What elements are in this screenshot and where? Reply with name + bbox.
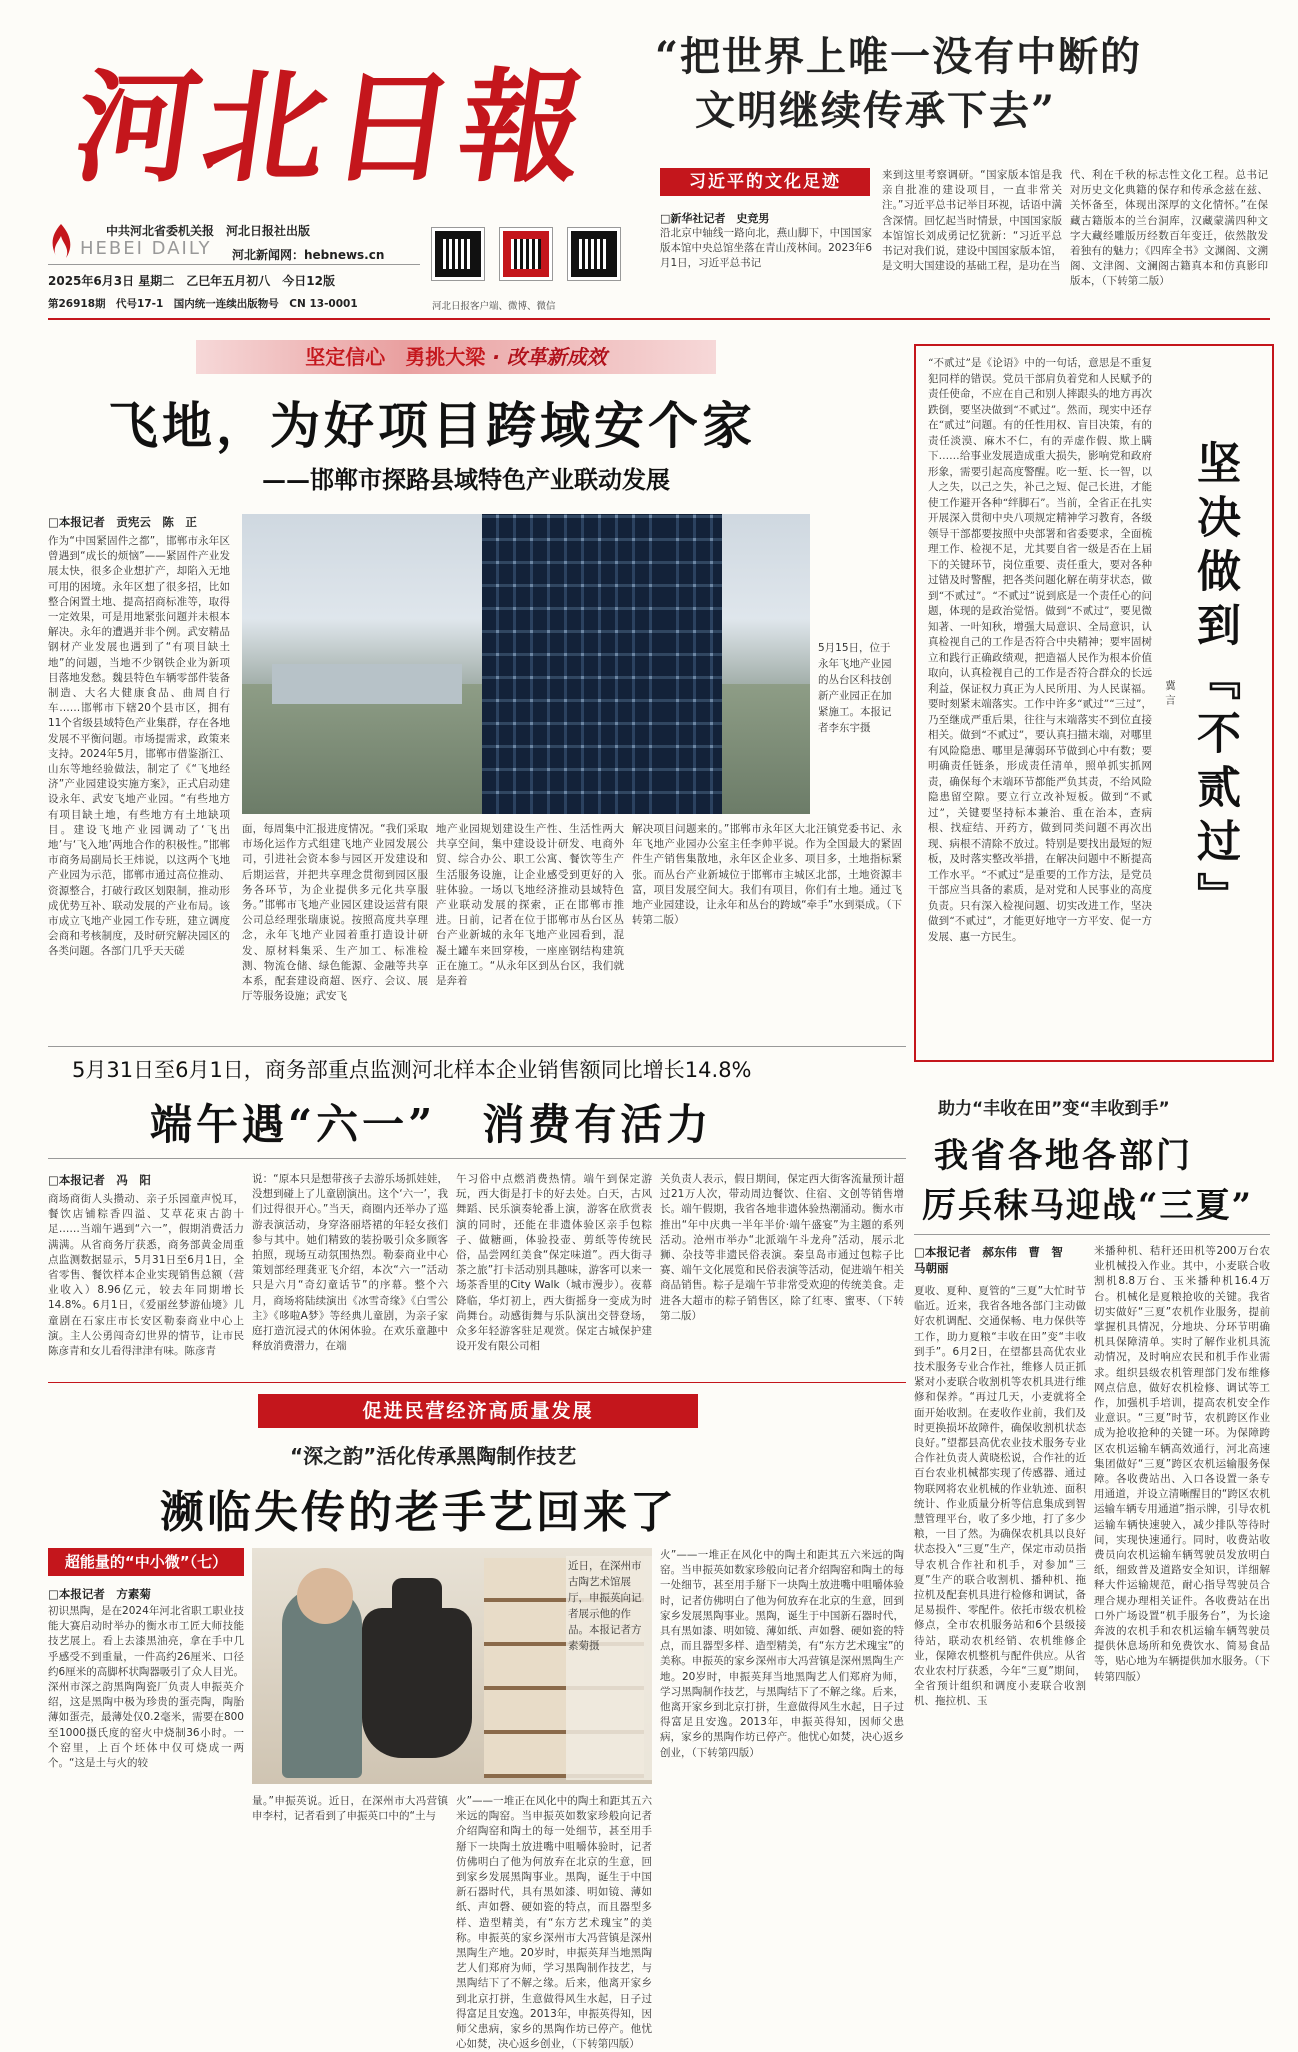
feidi-col2: 面，每周集中汇报进度情况。“我们采取市场化运作方式组建飞地产业园发展公司，引进社会资本参与园区开发建设和后期运营，并把共享理念贯彻到园区服务各环节，为企业提供多元化共享服务。”邯郸市飞地产业园区建设运营有限公司总经理张瑞康说。按照高度共享理念，永年飞地产业园着重打造设计研发、原材料集采、生产加工、标准检测、物流仓储、绿色能源、金融等共享本系，配套建设商超、医疗、会议、展厅等服务设施；武安飞 [242, 823, 428, 1003]
harvest-byline: □本报记者 郝东伟 曹 智 马朝丽 [914, 1245, 1075, 1275]
dragonboat-byline: □本报记者 冯 阳 [48, 1173, 151, 1187]
feidi-subhead: ——邯郸市探路县域特色产业联动发展 [262, 465, 670, 494]
commentary-text: “不贰过”是《论语》中的一句话，意思是不重复犯同样的错误。党员干部肩负着党和人民赋予的责任使命，不应在自己和别人摔跟头的地方再次跌倒，要坚决做到“不贰过”。然而，现实中还存在“贰过”问题。有的任性用权、盲目决策，有的责任淡漠、麻木不仁，有的弄虚作假、欺上瞒下……给事业发展造成重大损失，影响党和政府形象，需要引起高度警醒。吃一堑、长一智，以人之失，以己之失，补己之短、促己长进，才能使工作避开各种“绊脚石”。当前，全省正在扎实开展深入贯彻中央八项规定精神学习教育，各级领导干部都要按照中央部署和省委要求，全面梳理工作、检视不足，尤其要自省一级是否在上届下的关键环节，岗位重要、责任重大，要对各种过错及时警醒，把各类问题化解在萌芽状态，做到“不贰过”。“不贰过”说到底是一个责任心的问题，体现的是政治觉悟。做到“不贰过”，要见微知著、一叶知秋，增强大局意识、全局意识，认真检视自己的工作是否符合中央精神；要牢固树立和践行正确政绩观，把造福人民作为根本价值取向，认真检视自己的工作是否符合群众的长远利益，保证权力真正为人民所用、为人民谋福。要时刻紧末端落实。工作中许多“贰过”“三过”，乃至继成严重后果，往往与末端落实不到位直接相关。做到“不贰过”，要认真扫描末端，对哪里有风险隐患、哪里是薄弱环节做到心中有数；要明确责任链条，形成责任清单，照单抓实抓网责，确保每个末端环节都能严负其责，不给风险隐患留空隙。要立行立改补短板。做到“不贰过”，关键要坚持标本兼治、重在治本，查病根、找症结、开药方，做到同类问题不再次出现、病根不清除不放过。特别是要找出最短的短板，及时落实整改举措，在解决问题中不断提高工作水平。“不贰过”是重要的工作方法，是党员干部应当具备的素质，是对党和人民事业的高度负责。只有深入检视问题、切实改进工作，坚决做到“不贰过”，才能更好地守一方平安、促一方发展、惠一方民生。 [928, 357, 1152, 943]
qr-code-3[interactable] [568, 228, 620, 280]
pottery-photo-caption: 近日，在深州市古陶艺术馆展厅，申振英向记者展示他的作品。本报记者方素菊摄 [566, 1556, 652, 1780]
feidi-photo-caption: 5月15日，位于永年飞地产业园的丛台区科技创新产业园正在加紧施工。本报记者李东宇摄 [818, 642, 892, 734]
pottery-byline: □本报记者 方素菊 [48, 1587, 151, 1601]
dragonboat-kicker: 5月31日至6月1日，商务部重点监测河北样本企业销售额同比增长14.8% [72, 1058, 752, 1082]
top-col2: 来到这里考察调研。“国家版本馆是我亲自批准的建设项目，一直非常关注。”习近平总书记举目环视，话语中满含深情。回忆起当时情景，中国国家版本馆馆长刘成勇记忆犹新：“习近平总书记对我们说，建设中国国家版本馆，是文明大国建设的基础工程，是功在当 [882, 169, 1062, 273]
flame-logo-icon [48, 222, 74, 262]
feidi-byline: □本报记者 贡宪云 陈 正 [48, 515, 197, 529]
website-link[interactable]: 河北新闻网：hebnews.cn [232, 248, 385, 262]
english-name: HEBEI DAILY [80, 238, 212, 259]
dragonboat-col2: 说：“原本只是想带孩子去游乐场抓娃娃，没想到碰上了儿童剧演出。这个‘六一’，我们过得很开心。”当天，商圈内还举办了巡游表演活动，身穿洛丽塔裙的年轻女孩们参与其中。她们精致的装扮吸引众多顾客拍照，现场互动氛围热烈。勒泰商业中心策划部经理龚亚飞介绍，本次“六一”活动只是六月“奇幻童话节”的序幕。整个六月，商场将陆续演出《冰雪奇缘》《白雪公主》《哆啦A梦》等经典儿童剧，为亲子家庭打造沉浸式的休闲体验。在欢乐童趣中释放消费潜力，在端 [252, 1173, 448, 1353]
top-kicker: 习近平的文化足迹 [660, 168, 870, 196]
qr-code-2[interactable] [500, 228, 552, 280]
top-headline [655, 30, 1142, 138]
private-economy-banner: 促进民营经济高质量发展 [258, 1394, 698, 1428]
harvest-col2: 米播种机、秸秆还田机等200万台农业机械投入作业。其中，小麦联合收割机8.8万台、玉米播种机16.4万台。机械化是夏粮抢收的关键。我省切实做好“三夏”农机作业服务，提前掌握机具情况，分地块、分环节明确机具保障清单。实时了解作业机具流动情况，及时响应农民和机手作业需求。组织县级农机管理部门发布维修网点信息，做好农机检修、调试等工作，加强机手培训，提高农机安全作业意识。“三夏”时节，农机跨区作业成为抢收抢种的关键一环。为保障跨区农机运输车辆高效通行，河北高速集团做好“三夏”跨区农机运输服务保障。各收费站出、入口各设置一条专用通道，并设立清晰醒目的“跨区农机运输车辆专用通道”指示牌，引导农机运输车辆快速驶入，减少排队等待时间，实现快速通行。同时，收费站收费员向农机运输车辆驾驶员发放明白纸，细致普及道路安全知识，详细解释大件运输规范，耐心指导驾驶员合理合规办理相关证件。各收费站在出口外广场设置“机手服务台”，为长途奔波的农机手和农机运输车辆驾驶员提供休息场所和免费饮水、简易食品等，贴心地为车辆提供加水服务。（下转第四版） [1094, 1245, 1270, 1683]
org-line: 中共河北省委机关报 河北日报社出版 [106, 224, 311, 238]
harvest-headline-1: 我省各地各部门 [934, 1136, 1193, 1176]
pottery-col4: 火”——一堆正在风化中的陶土和距其五六米远的陶窑。当申振英如数家珍般向记者介绍陶窑和陶土的每一处细节，甚至用手掰下一块陶土放进嘴中咀嚼体验时，记者仿佛明白了他为何放弃在北京的生意，回到家乡发展黑陶事业。黑陶，诞生于中国新石器时代，具有黑如漆、明如镜、薄如纸、声如磬、硬如瓷的特点，而且器型多样、造型精美，有“东方艺术瑰宝”的美称。申振英的家乡深州市大冯营镇是深州黑陶生产地。20岁时，申振英拜当地黑陶艺人们郑府为师，学习黑陶制作技艺，与黑陶结下了不解之缘。后来，他离开家乡到北京打拼，生意做得风生水起，日子过得富足且安逸。2013年，申振英得知，因师父患病，家乡的黑陶作坊已停产。他忧心如焚，决心返乡创业，（下转第四版） [660, 1549, 904, 1759]
top-byline: □新华社记者 史竞男 [660, 212, 770, 225]
top-headline-line1: “把世界上唯一没有中断的 [655, 33, 1143, 80]
top-col3: 代、利在千秋的标志性文化工程。总书记对历史文化典籍的保存和传承念兹在兹、关怀备至，体现出深厚的文化情怀。”在保藏古籍版本的兰台洞库，汉藏蒙满四种文字大藏经雕版历经数百年变迁，依然散发着独有的魅力；《四库全书》文渊阁、文溯阁、文津阁、文澜阁古籍真本和仿真影印版本，（下转第二版） [1070, 169, 1268, 288]
qr-code-1[interactable] [432, 228, 484, 280]
pottery-kicker: “深之韵”活化传承黑陶制作技艺 [290, 1444, 577, 1468]
series-tag: 超能量的“中小微”（七） [48, 1548, 244, 1576]
feidi-col4: 解决项目问题来的。”邯郸市永年区大北汪镇党委书记、永年飞地产业园办公室主任李帅平说。作为全国最大的紧固件生产销售集散地，永年区企业多、项目多，土地指标紧张。而丛台产业新城位于邯郸市主城区北部，土地资源丰富，项目发展空间大。我们有项目，你们有土地。通过飞地产业园建设，让永年和丛台的跨域“牵手”水到渠成。（下转第二版） [632, 823, 902, 927]
feidi-headline: 飞地，为好项目跨域安个家 [108, 396, 756, 455]
commentary-author: 冀言 [1164, 680, 1176, 709]
top-col1: 沿北京中轴线一路向北，燕山脚下，中国国家版本馆中央总馆坐落在青山茂林间。2023年6月1日，习近平总书记 [660, 227, 872, 270]
dragonboat-col3: 午习俗中点燃消费热情。端午到保定游玩，西大街是打卡的好去处。白天，古风舞蹈、民乐演奏轮番上演，游客在欣赏表演的同时，还能在非遗体验区亲手包粽子、做糖画，体验投壶、剪纸等传统民俗，品尝网红美食“保定味道”。西大街寻茶之旅”打卡活动别具趣味，游客可以来一场茶香里的City Walk（城市漫步）。夜幕降临，华灯初上，西大街摇身一变成为时尚舞台。动感街舞与乐队演出交替登场，众多年轻游客驻足观赏。保定古城保护建设开发有限公司相 [456, 1173, 652, 1353]
top-headline-line2: 文明继续传承下去” [695, 87, 1057, 134]
reform-banner [196, 340, 716, 374]
feidi-photo [242, 514, 810, 814]
harvest-headline-2: 厉兵秣马迎战“三夏” [922, 1186, 1254, 1226]
date-line: 2025年6月3日 星期二 乙巳年五月初八 今日12版 [48, 274, 335, 288]
pottery-col1: 初识黑陶，是在2024年河北省职工职业技能大赛启动时举办的衡水市工匠大师技能技艺展上。看上去漆黑油亮，拿在手中几乎感受不到重量，一件高约26厘米、口径约6厘米的高脚杯状陶器吸引了众人目光。深州市深之韵黑陶陶瓷厂负责人申振英介绍，这是黑陶中极为珍贵的蛋壳陶，陶胎薄如蛋壳，最薄处仅0.2毫米，需要在800至1000摄氏度的窑火中烧制36小时。一个窑里，上百个坯体中仅可烧成一两个。“这是土与火的较 [48, 1605, 244, 1770]
pottery-headline: 濒临失传的老手艺回来了 [160, 1487, 677, 1538]
dragonboat-col1: 商场商街人头攒动、亲子乐园童声悦耳，餐饮店铺粽香四溢、艾草花束古韵十足……当端午遇到“六一”，假期消费活力满满。从省商务厅获悉，商务部黄金周重点监测数据显示，5月31日至6月1日，全省零售、餐饮样本企业实现销售总额（营业收入）8.96亿元，较去年同期增长14.8%。6月1日，《爱丽丝梦游仙境》儿童剧在石家庄市长安区勒泰商业中心上演。主人公勇闯奇幻世界的情节，让市民陈彦青和女儿看得津津有味。陈彦青 [48, 1193, 244, 1358]
feidi-col3: 地产业园规划建设生产性、生活性两大共享空间，集中建设设计研发、电商外贸、综合办公、职工公寓、餐饮等生产生活服务设施，让企业感受到更好的入驻体验。一场以飞地经济推动县域特色产业联动发展的探索，正在邯郸市推进。日前，记者在位于邯郸市丛台区丛台产业新城的永年飞地产业园看到，混凝土罐车来回穿梭，一座座钢结构建筑正在施工。“从永年区到丛台区，我们就是奔着 [436, 823, 624, 988]
qr-caption: 河北日报客户端、微博、微信 [432, 301, 556, 312]
commentary-title: 坚决做到『不贰过』 [1189, 440, 1240, 926]
harvest-kicker: 助力“丰收在田”变“丰收到手” [938, 1099, 1170, 1119]
newspaper-logo: 河北日報 [66, 55, 599, 199]
feidi-col1: 作为“中国紧固件之都”，邯郸市永年区曾遇到“成长的烦恼”——紧固件产业发展太快，很多企业想扩产，却陷入无地可用的困境。永年区想了很多招，比如整合闲置土地、提高招商标准等，取得一定效果，可是用地紧张问题并未根本解决。永年的遭遇并非个例。武安精品钢材产业发展也遇到了“有项目缺土地”的问题，当地不少钢铁企业为新项目落地发愁。魏县特色车辆零部件装备制造、大名大健康食品、曲周自行车……邯郸市下辖20个县市区，拥有11个省级县域特色产业集群，存在各地发展不平衡问题。市场提需求，政策来支持。2024年5月，邯郸市借鉴浙江、山东等地经验做法，制定了《“飞地经济”产业园建设实施方案》，正式启动建设永年、武安飞地产业园。“有些地方有项目缺土地，有些地方有土地缺项目。建设飞地产业园调动了‘飞出地’与‘飞入地’两地合作的积极性。”邯郸市商务局副局长王炜说，以这两个飞地产业园为示范，邯郸市通过高位推动、资源整合，打破行政区划限制，推动形成优势互补、联动发展的产业布局。该市成立飞地产业园工作专班，建立调度会商和考核制度，及时研究解决园区的各类问题。各部门几乎天天磋 [48, 535, 230, 958]
pottery-col3: 火”——一堆正在风化中的陶土和距其五六米远的陶窑。当申振英如数家珍般向记者介绍陶窑和陶土的每一处细节，甚至用手掰下一块陶土放进嘴中咀嚼体验时，记者仿佛明白了他为何放弃在北京的生意，回到家乡发展黑陶事业。黑陶，诞生于中国新石器时代，具有黑如漆、明如镜、薄如纸、声如磬、硬如瓷的特点，而且器型多样、造型精美，有“东方艺术瑰宝”的美称。申振英的家乡深州市大冯营镇是深州黑陶生产地。20岁时，申振英拜当地黑陶艺人们郑府为师，学习黑陶制作技艺，与黑陶结下了不解之缘。后来，他离开家乡到北京打拼，生意做得风生水起，日子过得富足且安逸。2013年，申振英得知，因师父患病，家乡的黑陶作坊已停产。他忧心如焚，决心返乡创业，（下转第四版） [456, 1795, 652, 2051]
pottery-col2-tail: 量。”申振英说。近日，在深州市大冯营镇申李村，记者看到了申振英口中的“土与 [252, 1795, 448, 1823]
harvest-col1: 夏收、夏种、夏管的“三夏”大忙时节临近。近来，我省各地各部门主动做好农机调配、交通保畅、电力保供等工作，助力夏粮“丰收在田”变“丰收到手”。6月2日，在望都县高优农业技术服务专业合作社，维修人员正抓紧对小麦联合收割机等农机具进行维修和保养。“再过几天，小麦就将全面开始收割。在麦收作业前，我们及时更换损坏故障件，确保收割机状态良好。”望都县高优农业技术服务专业合作社负责人黄晓松说，合作社的近百台农业机械都实现了传感器、通过物联网将农业机械的作业轨迹、面积统计、作业质量分析等信息集成到智慧管理平台，收了多少地，打了多少粮，一目了然。为确保农机具以良好状态投入“三夏”生产，保定市动员指导农机合作社和机手，对参加“三夏”生产的联合收割机、播种机、拖拉机及配套机具进行检修和调试，备足易损件、零配件。依托市级农机检修点，全市农机服务站和6个县级接待站，联动农机经销、农机维修企业，保障农机整机与配件供应。从省农业农村厅获悉，今年“三夏”期间，全省预计组织和调度小麦联合收割机、拖拉机、玉 [914, 1285, 1086, 1708]
dragonboat-headline: 端午遇“六一” 消费有活力 [150, 1100, 713, 1149]
issue-line: 第26918期 代号17-1 国内统一连续出版物号 CN 13-0001 [48, 298, 358, 310]
dragonboat-col4: 关负责人表示，假日期间，保定西大街客流量预计超过21万人次，带动周边餐饮、住宿、文创等销售增长。端午假期，我省各地非遗体验热潮涌动。衡水市推出“年中庆典一半年半价·端午盛宴”为主题的系列活动。沧州市举办“北派端午斗龙舟”活动，展示北狮、杂技等非遗民俗表演。秦皇岛市通过包粽子比赛、端午文化展览和民俗表演等活动，促进端午相关商品销售。粽子是端午节非常受欢迎的传统美食。走进各大超市的粽子销售区，除了红枣、蜜枣、（下转第二版） [660, 1173, 904, 1322]
reform-banner-left: 坚定信心 勇挑大梁 [305, 345, 486, 369]
reform-banner-right: · 改革新成效 [492, 345, 607, 369]
